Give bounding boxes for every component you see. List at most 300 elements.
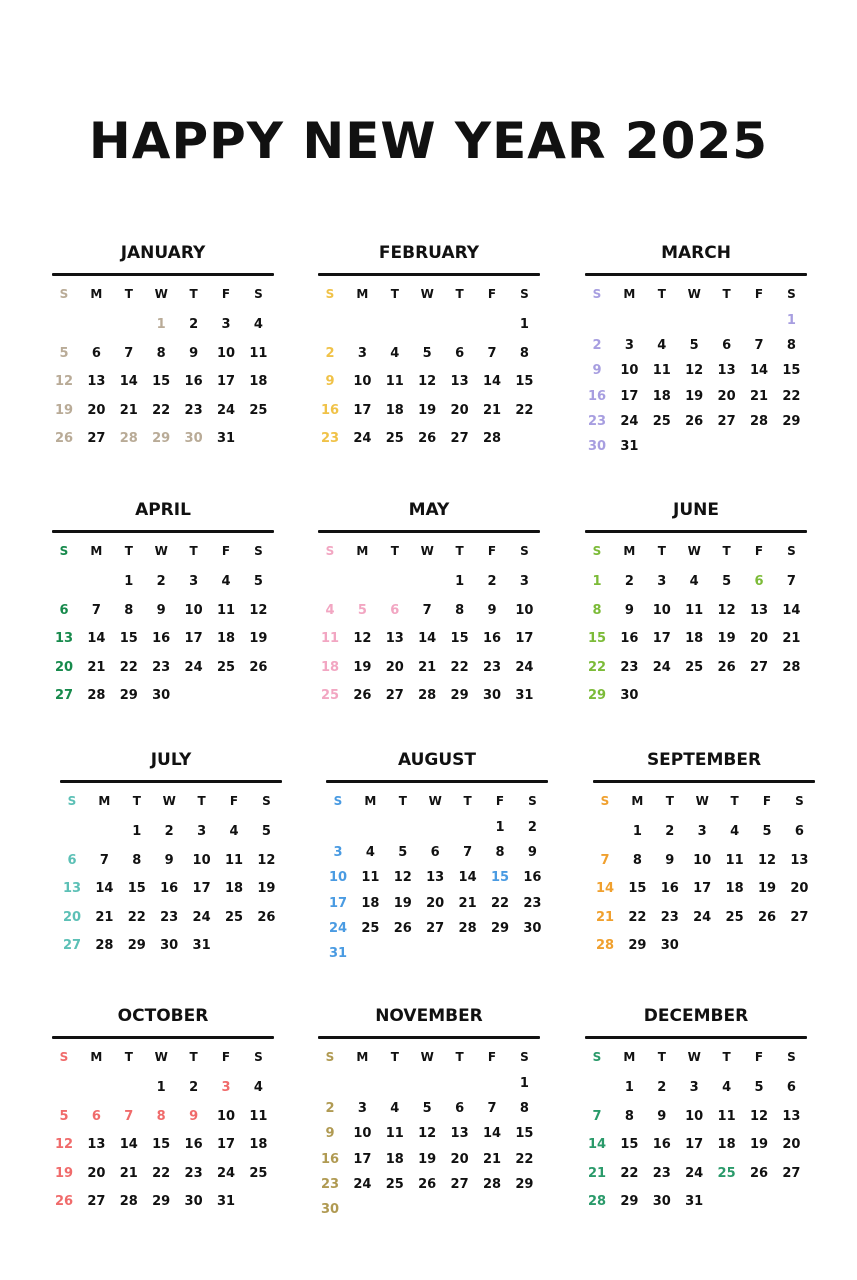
day-cell: 7	[487, 1101, 497, 1117]
day-cell: 8	[632, 852, 642, 868]
day-cell: 27	[717, 413, 736, 429]
day-cell: 23	[620, 659, 639, 675]
day-cell: 28	[119, 431, 138, 447]
day-cell: 10	[328, 870, 348, 886]
day-cell: 11	[249, 345, 268, 361]
day-cell: 6	[91, 345, 101, 361]
weekday-label: M	[364, 794, 377, 808]
day-cell: 22	[515, 1151, 534, 1167]
divider	[318, 1036, 540, 1039]
day-cell: 1	[624, 1080, 634, 1095]
day-cell: 7	[124, 1108, 134, 1124]
day-cell: 19	[54, 402, 74, 418]
weekday-label: M	[623, 1050, 636, 1064]
day-cell: 29	[450, 688, 469, 704]
weekday-label: T	[390, 1050, 399, 1064]
weekday-label: T	[722, 287, 731, 301]
day-cell: 17	[620, 388, 639, 404]
day-cell: 26	[54, 431, 74, 447]
weekday-label: M	[90, 287, 103, 301]
day-cell: 30	[652, 1194, 671, 1210]
day-cell: 11	[224, 852, 244, 868]
day-cell: 6	[455, 345, 465, 361]
weekday-label: S	[254, 287, 263, 301]
day-cell: 13	[426, 870, 445, 886]
day-cell: 2	[325, 1101, 335, 1117]
day-cell: 27	[450, 431, 469, 447]
day-cell: 19	[257, 881, 276, 897]
day-cell: 1	[132, 824, 142, 839]
day-cell: 4	[325, 602, 335, 618]
day-cell: 4	[390, 345, 400, 361]
day-cell: 14	[119, 374, 138, 390]
weekday-label: S	[59, 1050, 69, 1064]
day-cell: 30	[320, 1202, 340, 1217]
day-cell: 21	[782, 631, 801, 647]
day-cell: 11	[725, 852, 744, 868]
day-cell: 3	[357, 1101, 367, 1117]
day-cell: 22	[587, 659, 607, 675]
day-cell: 8	[156, 345, 166, 361]
weekday-label: T	[197, 794, 206, 808]
day-cell: 23	[152, 659, 171, 675]
day-cell: 12	[353, 631, 372, 647]
day-cell: 6	[67, 852, 77, 868]
weekday-label: T	[730, 794, 739, 808]
day-cell: 14	[749, 363, 769, 379]
day-cell: 9	[156, 602, 166, 618]
month-name: JULY	[150, 750, 192, 770]
day-cell: 18	[385, 1151, 404, 1167]
day-cell: 25	[385, 431, 404, 447]
weekday-label: F	[221, 1050, 231, 1064]
day-cell: 23	[160, 909, 179, 925]
weekday-label: S	[795, 794, 804, 808]
weekday-label: F	[229, 794, 239, 808]
month-september	[593, 750, 815, 990]
day-cell: 21	[119, 402, 138, 418]
day-cell: 23	[320, 1176, 340, 1192]
weekday-label: T	[132, 794, 141, 808]
day-cell: 23	[587, 413, 607, 429]
month-name: OCTOBER	[117, 1006, 209, 1026]
day-cell: 3	[221, 1080, 231, 1095]
day-cell: 5	[261, 824, 271, 839]
day-cell: 21	[418, 659, 437, 675]
divider	[318, 273, 540, 276]
day-cell: 26	[418, 1176, 437, 1192]
day-cell: 16	[652, 1137, 671, 1153]
weekday-label: S	[520, 287, 529, 301]
day-cell: 16	[660, 881, 679, 897]
day-cell: 1	[519, 317, 529, 332]
day-cell: 16	[587, 388, 607, 404]
weekday-label: M	[90, 544, 103, 558]
day-cell: 31	[515, 688, 534, 704]
day-cell: 26	[418, 431, 437, 447]
day-cell: 31	[328, 946, 348, 961]
day-cell: 1	[592, 574, 602, 589]
day-cell: 17	[515, 631, 534, 647]
day-cell: 1	[156, 1080, 166, 1095]
day-cell: 19	[717, 631, 736, 647]
day-cell: 3	[657, 574, 667, 589]
day-cell: 8	[495, 845, 505, 861]
day-cell: 2	[657, 1080, 667, 1095]
day-cell: 14	[95, 881, 114, 897]
weekday-label: S	[333, 794, 343, 808]
day-cell: 12	[685, 363, 704, 379]
day-cell: 5	[422, 1101, 432, 1117]
weekday-label: S	[787, 1050, 796, 1064]
day-cell: 2	[624, 574, 634, 589]
weekday-label: M	[623, 544, 636, 558]
day-cell: 27	[54, 688, 74, 704]
day-cell: 13	[87, 374, 106, 390]
weekday-label: S	[592, 287, 602, 301]
day-cell: 17	[216, 374, 236, 390]
day-cell: 28	[87, 688, 106, 704]
day-cell: 28	[95, 938, 114, 954]
day-cell: 20	[790, 881, 809, 897]
day-cell: 9	[164, 852, 174, 868]
month-name: AUGUST	[397, 750, 477, 770]
day-cell: 26	[257, 909, 276, 925]
day-cell: 30	[660, 938, 679, 954]
day-cell: 20	[426, 895, 445, 911]
day-cell: 6	[794, 824, 804, 839]
month-october	[52, 1006, 274, 1246]
day-cell: 20	[749, 631, 769, 647]
day-cell: 26	[749, 1165, 769, 1181]
day-cell: 12	[393, 870, 412, 886]
day-cell: 24	[216, 402, 236, 418]
day-cell: 22	[152, 1165, 171, 1181]
day-cell: 5	[422, 345, 432, 361]
day-cell: 19	[418, 1151, 437, 1167]
month-july	[60, 750, 282, 990]
day-cell: 5	[689, 338, 699, 354]
month-name: JUNE	[673, 500, 719, 520]
day-cell: 4	[390, 1101, 400, 1117]
weekday-label: F	[221, 287, 231, 301]
day-cell: 24	[192, 909, 211, 925]
day-cell: 3	[697, 824, 707, 839]
day-cell: 22	[152, 402, 171, 418]
day-cell: 1	[124, 574, 134, 589]
day-cell: 25	[385, 1176, 404, 1192]
day-cell: 12	[257, 852, 276, 868]
weekday-label: W	[154, 287, 168, 301]
day-cell: 22	[119, 659, 138, 675]
weekday-label: M	[631, 794, 644, 808]
divider	[52, 530, 274, 533]
day-cell: 6	[59, 602, 69, 618]
weekday-label: M	[623, 287, 636, 301]
month-june	[585, 500, 807, 740]
weekday-label: T	[390, 287, 399, 301]
day-cell: 20	[450, 1151, 469, 1167]
weekday-label: S	[59, 287, 69, 301]
weekday-label: F	[487, 287, 497, 301]
day-cell: 24	[620, 413, 639, 429]
day-cell: 29	[119, 688, 138, 704]
day-cell: 16	[620, 631, 639, 647]
day-cell: 22	[628, 909, 647, 925]
day-cell: 11	[249, 1108, 268, 1124]
day-cell: 17	[216, 1137, 236, 1153]
day-cell: 19	[393, 895, 412, 911]
day-cell: 27	[87, 1194, 106, 1210]
day-cell: 17	[693, 881, 712, 897]
day-cell: 19	[749, 1137, 769, 1153]
day-cell: 15	[152, 1137, 171, 1153]
day-cell: 5	[59, 1108, 69, 1124]
weekday-label: F	[221, 544, 231, 558]
day-cell: 18	[249, 374, 268, 390]
weekday-label: M	[98, 794, 111, 808]
weekday-label: T	[455, 287, 464, 301]
day-cell: 9	[657, 1108, 667, 1124]
day-cell: 2	[156, 574, 166, 589]
day-cell: 3	[197, 824, 207, 839]
day-cell: 3	[189, 574, 199, 589]
day-cell: 18	[249, 1137, 268, 1153]
day-cell: 26	[757, 909, 777, 925]
day-cell: 31	[216, 1194, 236, 1210]
day-cell: 30	[160, 938, 179, 954]
day-cell: 19	[54, 1165, 74, 1181]
day-cell: 7	[487, 345, 497, 361]
day-cell: 6	[390, 602, 400, 618]
day-cell: 6	[786, 1080, 796, 1095]
day-cell: 12	[249, 602, 268, 618]
weekday-label: W	[428, 794, 442, 808]
day-cell: 9	[189, 345, 199, 361]
weekday-label: T	[189, 544, 198, 558]
weekday-label: M	[90, 1050, 103, 1064]
day-cell: 15	[152, 374, 171, 390]
day-cell: 6	[455, 1101, 465, 1117]
day-cell: 15	[515, 1126, 534, 1142]
day-cell: 29	[152, 431, 171, 447]
weekday-label: W	[695, 794, 709, 808]
day-cell: 3	[333, 845, 343, 861]
day-cell: 28	[782, 659, 801, 675]
day-cell: 12	[717, 602, 736, 618]
day-cell: 17	[328, 895, 348, 911]
day-cell: 8	[786, 338, 796, 354]
day-cell: 23	[660, 909, 679, 925]
day-cell: 7	[754, 338, 764, 354]
weekday-label: F	[754, 544, 764, 558]
day-cell: 5	[357, 602, 367, 618]
weekday-label: W	[687, 287, 701, 301]
day-cell: 28	[119, 1194, 138, 1210]
day-cell: 29	[620, 1194, 639, 1210]
day-cell: 21	[749, 388, 769, 404]
weekday-label: T	[455, 544, 464, 558]
day-cell: 13	[790, 852, 809, 868]
day-cell: 24	[353, 431, 372, 447]
day-cell: 16	[320, 1151, 340, 1167]
day-cell: 28	[595, 938, 615, 954]
day-cell: 10	[515, 602, 534, 618]
day-cell: 10	[652, 602, 671, 618]
day-cell: 18	[652, 388, 671, 404]
day-cell: 25	[216, 659, 236, 675]
day-cell: 5	[253, 574, 263, 589]
weekday-label: T	[390, 544, 399, 558]
day-cell: 12	[757, 852, 777, 868]
day-cell: 24	[184, 659, 203, 675]
day-cell: 8	[519, 1101, 529, 1117]
day-cell: 13	[450, 374, 469, 390]
day-cell: 16	[160, 881, 179, 897]
day-cell: 19	[353, 659, 372, 675]
day-cell: 13	[385, 631, 404, 647]
day-cell: 6	[430, 845, 440, 861]
day-cell: 29	[515, 1176, 534, 1192]
day-cell: 30	[184, 431, 203, 447]
day-cell: 27	[782, 1165, 801, 1181]
day-cell: 15	[782, 363, 801, 379]
weekday-label: F	[754, 287, 764, 301]
day-cell: 13	[62, 881, 82, 897]
weekday-label: S	[67, 794, 77, 808]
day-cell: 3	[221, 317, 231, 332]
day-cell: 17	[184, 631, 203, 647]
day-cell: 21	[595, 909, 615, 925]
day-cell: 22	[620, 1165, 639, 1181]
day-cell: 7	[463, 845, 473, 861]
day-cell: 11	[320, 631, 340, 647]
day-cell: 22	[450, 659, 469, 675]
day-cell: 24	[216, 1165, 236, 1181]
divider	[585, 530, 807, 533]
day-cell: 21	[482, 402, 502, 418]
weekday-label: S	[528, 794, 537, 808]
day-cell: 19	[418, 402, 437, 418]
day-cell: 28	[587, 1194, 607, 1210]
day-cell: 2	[527, 820, 537, 835]
weekday-label: W	[687, 1050, 701, 1064]
day-cell: 26	[717, 659, 736, 675]
day-cell: 13	[749, 602, 769, 618]
day-cell: 11	[385, 374, 404, 390]
day-cell: 5	[59, 345, 69, 361]
month-name: SEPTEMBER	[646, 750, 762, 770]
weekday-label: S	[325, 544, 335, 558]
day-cell: 13	[54, 631, 74, 647]
day-cell: 20	[54, 659, 74, 675]
day-cell: 27	[62, 938, 82, 954]
weekday-label: W	[687, 544, 701, 558]
day-cell: 24	[515, 659, 534, 675]
day-cell: 17	[192, 881, 211, 897]
day-cell: 9	[665, 852, 675, 868]
weekday-label: T	[657, 287, 666, 301]
weekday-label: S	[254, 1050, 263, 1064]
day-cell: 14	[782, 602, 801, 618]
month-name: APRIL	[135, 500, 191, 520]
day-cell: 31	[620, 439, 639, 454]
day-cell: 25	[725, 909, 744, 925]
weekday-label: S	[325, 1050, 335, 1064]
weekday-label: W	[420, 1050, 434, 1064]
day-cell: 11	[385, 1126, 404, 1142]
day-cell: 16	[152, 631, 171, 647]
divider	[593, 780, 815, 783]
month-february	[318, 243, 540, 483]
divider	[52, 1036, 274, 1039]
day-cell: 20	[450, 402, 469, 418]
month-august	[326, 750, 548, 990]
day-cell: 26	[393, 920, 412, 936]
day-cell: 17	[685, 1137, 704, 1153]
day-cell: 30	[184, 1194, 203, 1210]
day-cell: 6	[722, 338, 732, 354]
day-cell: 14	[87, 631, 106, 647]
day-cell: 11	[652, 363, 671, 379]
day-cell: 13	[87, 1137, 106, 1153]
day-cell: 18	[725, 881, 744, 897]
day-cell: 11	[685, 602, 704, 618]
day-cell: 20	[717, 388, 736, 404]
day-cell: 1	[632, 824, 642, 839]
weekday-label: S	[254, 544, 263, 558]
month-name: MAY	[408, 500, 450, 520]
day-cell: 4	[722, 1080, 732, 1095]
day-cell: 21	[458, 895, 477, 911]
day-cell: 25	[361, 920, 380, 936]
divider	[585, 273, 807, 276]
weekday-label: S	[787, 287, 796, 301]
day-cell: 15	[628, 881, 647, 897]
day-cell: 4	[229, 824, 239, 839]
day-cell: 15	[119, 631, 138, 647]
day-cell: 23	[184, 1165, 203, 1181]
day-cell: 3	[357, 345, 367, 361]
day-cell: 27	[790, 909, 809, 925]
weekday-label: M	[356, 287, 369, 301]
day-cell: 9	[624, 602, 634, 618]
day-cell: 10	[353, 1126, 372, 1142]
day-cell: 13	[450, 1126, 469, 1142]
day-cell: 31	[192, 938, 211, 954]
day-cell: 10	[693, 852, 712, 868]
day-cell: 28	[749, 413, 769, 429]
weekday-label: S	[59, 544, 69, 558]
weekday-label: S	[592, 1050, 602, 1064]
divider	[52, 273, 274, 276]
weekday-label: M	[356, 544, 369, 558]
day-cell: 6	[91, 1108, 101, 1124]
day-cell: 15	[620, 1137, 639, 1153]
day-cell: 8	[132, 852, 142, 868]
day-cell: 26	[54, 1194, 74, 1210]
day-cell: 10	[192, 852, 211, 868]
weekday-label: W	[154, 544, 168, 558]
month-march	[585, 243, 807, 483]
day-cell: 29	[490, 920, 510, 936]
day-cell: 4	[365, 845, 375, 861]
day-cell: 27	[749, 659, 769, 675]
day-cell: 16	[320, 402, 340, 418]
weekday-label: W	[154, 1050, 168, 1064]
day-cell: 5	[762, 824, 772, 839]
day-cell: 7	[600, 852, 610, 868]
